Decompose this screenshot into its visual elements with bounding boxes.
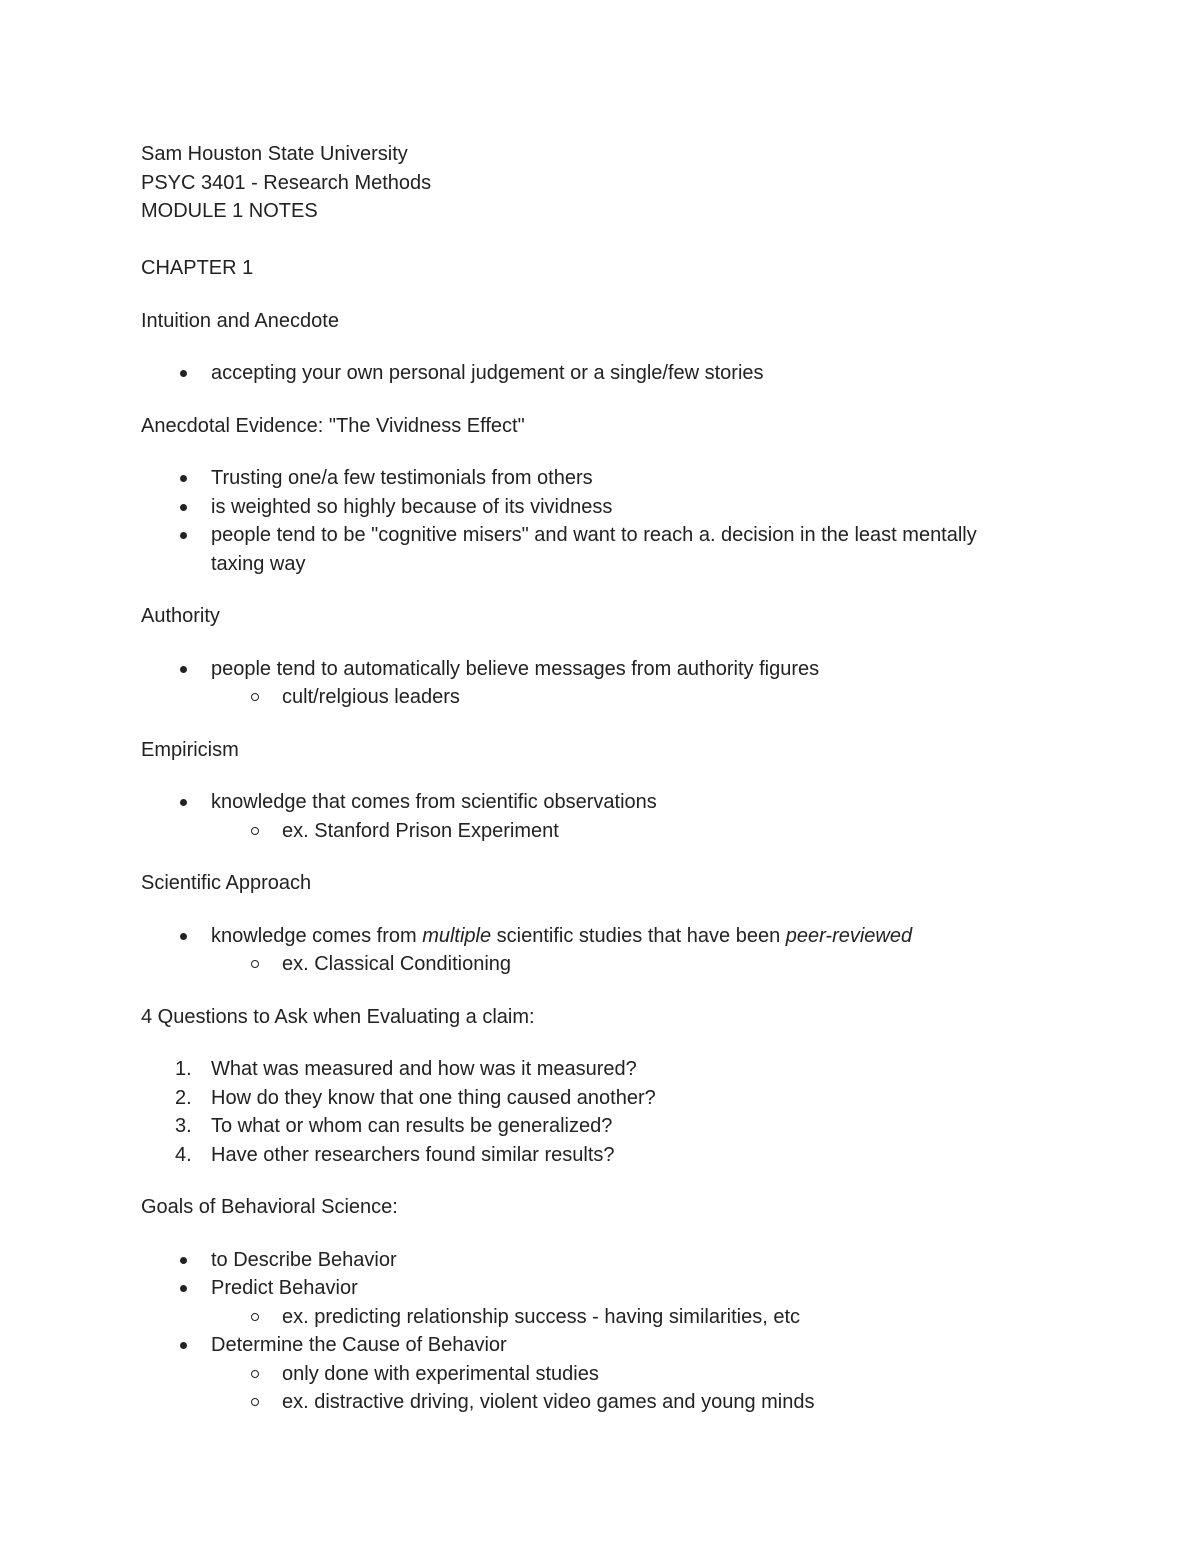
bullet-icon — [180, 1285, 187, 1292]
hollow-bullet-icon — [251, 693, 259, 701]
sub-list-item: ex. predicting relationship success - having similarities, etc — [141, 1303, 1061, 1332]
section-heading-empiricism: Empiricism — [141, 738, 239, 761]
bullet-icon — [180, 370, 187, 377]
chapter-heading: CHAPTER 1 — [141, 257, 254, 279]
list-item: Trusting one/a few testimonials from others — [141, 464, 1061, 493]
bullet-icon — [180, 799, 187, 806]
numbered-item: 3. To what or whom can results be generalized? — [175, 1115, 613, 1137]
bullet-icon — [180, 1342, 187, 1349]
section-heading-scientific: Scientific Approach — [141, 872, 312, 894]
section-heading-goals: Goals of Behavioral Science: — [141, 1196, 398, 1218]
list-item: to Describe Behavior — [141, 1246, 1061, 1275]
sub-list-item: ex. Stanford Prison Experiment — [141, 817, 1061, 846]
document-page — [141, 140, 1061, 1417]
numbered-item: 1. What was measured and how was it measured? — [175, 1058, 637, 1080]
list-item: Predict Behavior — [141, 1274, 1061, 1303]
sub-list-item: cult/relgious leaders — [141, 683, 1061, 712]
bullet-icon — [180, 933, 187, 940]
hollow-bullet-icon — [251, 960, 259, 968]
bullet-icon — [180, 475, 187, 482]
section-heading-intuition: Intuition and Anecdote — [141, 309, 339, 332]
bullet-icon — [180, 504, 187, 511]
module-title: MODULE 1 NOTES — [141, 200, 318, 222]
list-item: is weighted so highly because of its vividness — [141, 493, 1061, 522]
section-heading-authority: Authority — [141, 605, 220, 627]
numbered-item: 2. How do they know that one thing caused another? — [175, 1086, 656, 1109]
bullet-icon — [180, 1257, 187, 1264]
hollow-bullet-icon — [251, 1313, 259, 1321]
university-name: Sam Houston State University — [141, 143, 408, 165]
numbered-item: 4. Have other researchers found similar results? — [175, 1143, 615, 1166]
list-item: accepting your own personal judgement or a single/few stories — [141, 359, 1061, 388]
list-item: Determine the Cause of Behavior — [141, 1331, 1061, 1360]
bullet-icon — [180, 666, 187, 673]
list-item: people tend to automatically believe messages from authority figures — [141, 655, 1061, 684]
list-item: knowledge comes from multiple scientific studies that have been peer-reviewed — [141, 922, 1061, 951]
sub-list-item: ex. distractive driving, violent video games and young minds — [141, 1388, 1061, 1417]
hollow-bullet-icon — [251, 1398, 259, 1406]
hollow-bullet-icon — [251, 827, 259, 835]
section-heading-questions: 4 Questions to Ask when Evaluating a claim: — [141, 1005, 535, 1028]
bullet-icon — [180, 532, 187, 539]
hollow-bullet-icon — [251, 1370, 259, 1378]
sub-list-item: ex. Classical Conditioning — [141, 950, 1061, 979]
sub-list-item: only done with experimental studies — [141, 1360, 1061, 1389]
course-title: PSYC 3401 - Research Methods — [141, 171, 432, 194]
section-heading-anecdotal: Anecdotal Evidence: "The Vividness Effect" — [141, 414, 525, 437]
list-item: people tend to be "cognitive misers" and want to reach a. decision in the least mentally taxing way — [141, 521, 1061, 578]
list-item: knowledge that comes from scientific observations — [141, 788, 1061, 817]
